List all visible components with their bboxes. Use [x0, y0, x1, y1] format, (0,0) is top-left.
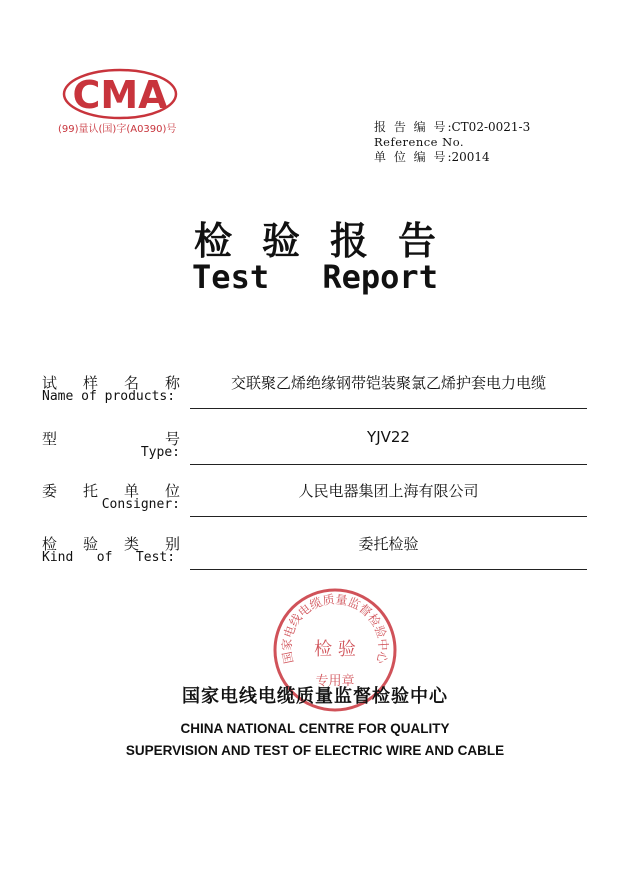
- seal-bottom-text: 专用章: [315, 674, 355, 689]
- cma-mark-text: CMA: [72, 73, 168, 117]
- label-char: 类: [123, 535, 139, 553]
- organization-name-cn: 国家电线电缆质量监督检验中心: [182, 686, 448, 707]
- reference-en-label: Reference No.: [374, 135, 465, 149]
- label-char: 单: [123, 482, 139, 500]
- seal-center-text: 检 验: [314, 639, 356, 660]
- unit-number-label: 单 位 编 号: [374, 150, 448, 164]
- consigner-label-en: Consigner:: [101, 497, 180, 512]
- seal-ring-text: 国家电线电缆质量监督检验中心: [279, 592, 391, 665]
- label-char: 名: [123, 374, 139, 392]
- product-name-value: 交联聚乙烯绝缘钢带铠装聚氯乙烯护套电力电缆: [230, 374, 546, 392]
- type-label-en: Type:: [140, 445, 180, 460]
- kind-label-en: Kind of Test:: [42, 550, 176, 565]
- field-kind-of-test: [42, 533, 587, 583]
- field-type: [42, 428, 587, 478]
- label-char: 验: [82, 535, 98, 553]
- report-number-row: 报 告 编 号 : CT02-0021-3: [374, 120, 531, 134]
- kind-value: 委托检验: [358, 535, 419, 553]
- label-char: 检: [42, 535, 58, 553]
- title-english: Test Report: [192, 258, 438, 296]
- label-char: 别: [164, 535, 180, 553]
- field-consigner: [42, 480, 587, 530]
- organization-name-en-line1: CHINA NATIONAL CENTRE FOR QUALITY: [180, 721, 450, 736]
- field-product-name: [42, 372, 587, 422]
- title-chinese: 检验报告: [193, 219, 466, 263]
- label-char: 位: [164, 482, 180, 500]
- report-number-value: CT02-0021-3: [451, 120, 531, 134]
- label-char: 号: [164, 430, 180, 448]
- cma-caption: (99)量认(国)字(A0390)号: [58, 124, 177, 135]
- report-number-label: 报 告 编 号: [374, 120, 448, 134]
- underline: [190, 569, 587, 570]
- unit-number-row: 单 位 编 号 : 20014: [374, 150, 490, 164]
- unit-number-value: 20014: [451, 150, 490, 164]
- underline: [190, 408, 587, 409]
- product-label-en: Name of products:: [42, 389, 176, 404]
- label-char: 称: [164, 374, 180, 392]
- reference-block: [374, 120, 530, 165]
- type-value: YJV22: [367, 428, 410, 446]
- label-char: 型: [42, 430, 58, 448]
- label-char: 样: [82, 374, 98, 392]
- consigner-value: 人民电器集团上海有限公司: [298, 482, 479, 500]
- label-char: 委: [42, 482, 58, 500]
- label-char: 托: [82, 482, 98, 500]
- underline: [190, 516, 587, 517]
- organization-name-en-line2: SUPERVISION AND TEST OF ELECTRIC WIRE AND CABLE: [125, 743, 505, 758]
- underline: [190, 464, 587, 465]
- label-char: 试: [42, 374, 58, 392]
